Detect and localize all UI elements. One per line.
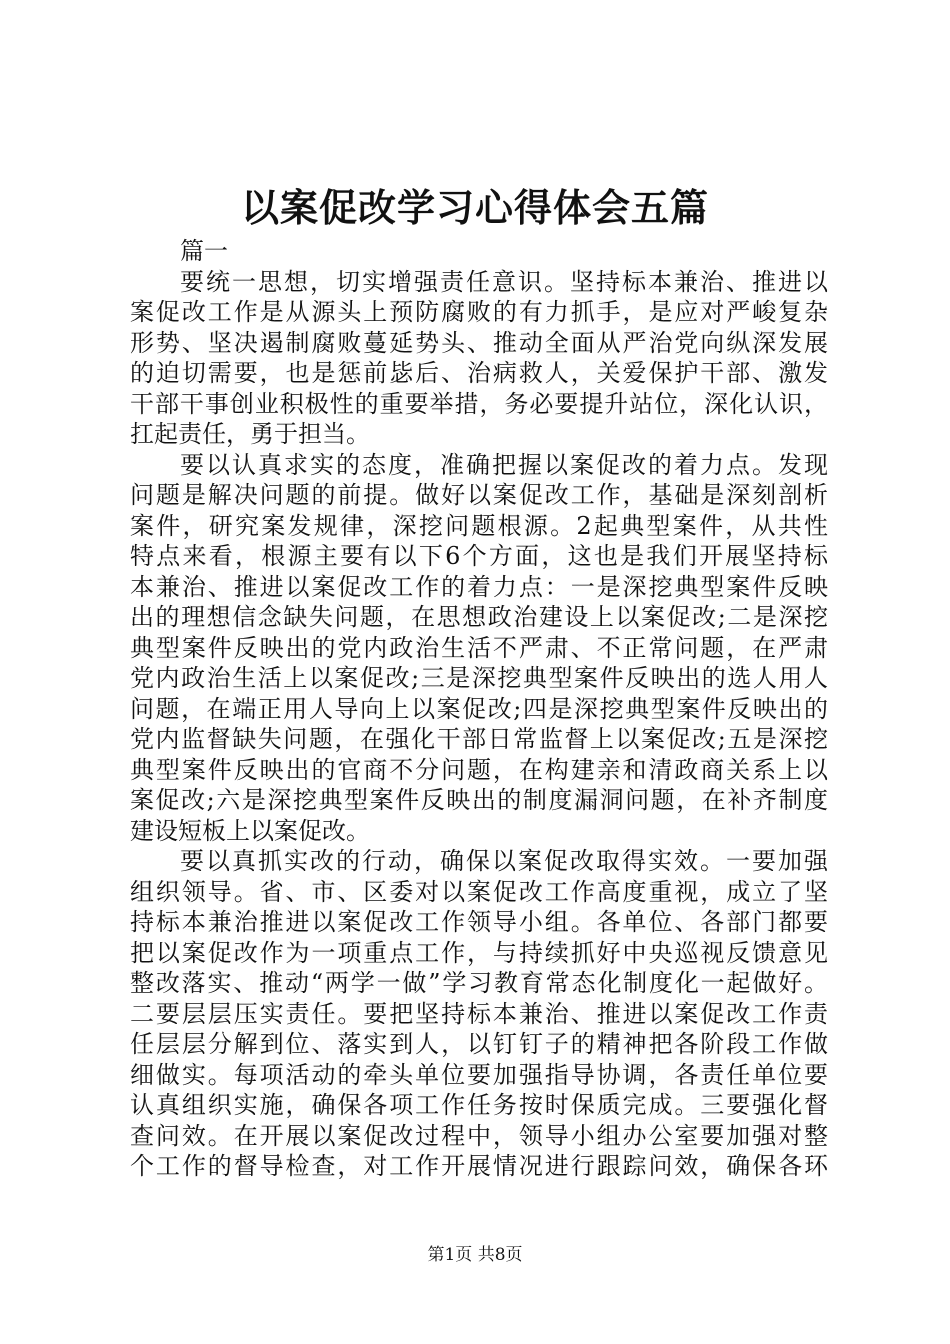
document-body [130, 236, 828, 1182]
text-line: 本兼治、推进以案促改工作的着力点：一是深挖典型案件反映 [130, 572, 828, 601]
text-line: 细做实。每项活动的牵头单位要加强指导协调，各责任单位要 [130, 1060, 828, 1089]
text-line: 任层层分解到位、落实到人，以钉钉子的精神把各阶段工作做 [130, 1030, 828, 1058]
section-label: 篇一 [180, 237, 228, 265]
text-line: 案促改工作是从源头上预防腐败的有力抓手，是应对严峻复杂 [130, 298, 828, 326]
text-line: 问题是解决问题的前提。做好以案促改工作，基础是深刻剖析 [130, 481, 828, 509]
text-line: 认真组织实施，确保各项工作任务按时保质完成。三要强化督 [130, 1091, 828, 1119]
text-line: 党内监督缺失问题，在强化干部日常监督上以案促改;五是深挖 [130, 725, 828, 753]
document-title: 以案促改学习心得体会五篇 [240, 185, 709, 230]
text-line: 建设短板上以案促改。 [130, 816, 370, 845]
text-line: 案件，研究案发规律，深挖问题根源。2起典型案件，从共性 [130, 511, 828, 540]
text-line: 查问效。在开展以案促改过程中，领导小组办公室要加强对整 [130, 1121, 828, 1150]
text-line: 二要层层压实责任。要把坚持标本兼治、推进以案促改工作责 [130, 999, 828, 1028]
text-line: 要以认真求实的态度，准确把握以案促改的着力点。发现 [180, 450, 828, 479]
text-line: 要以真抓实改的行动，确保以案促改取得实效。一要加强 [180, 847, 828, 875]
page-footer: 第1页 共8页 [427, 1245, 523, 1265]
text-line: 问题，在端正用人导向上以案促改;四是深挖典型案件反映出的 [130, 694, 828, 723]
text-line: 扛起责任，勇于担当。 [130, 420, 370, 448]
text-line: 的迫切需要，也是惩前毖后、治病救人，关爱保护干部、激发 [130, 359, 828, 387]
text-line: 组织领导。省、市、区委对以案促改工作高度重视，成立了坚 [130, 877, 828, 906]
paragraph-lines [130, 267, 828, 1182]
text-line: 特点来看，根源主要有以下6个方面，这也是我们开展坚持标 [130, 542, 828, 570]
text-line: 典型案件反映出的官商不分问题，在构建亲和清政商关系上以 [130, 755, 828, 784]
text-line: 要统一思想，切实增强责任意识。坚持标本兼治、推进以 [180, 267, 828, 296]
text-line: 案促改;六是深挖典型案件反映出的制度漏洞问题，在补齐制度 [130, 786, 828, 814]
text-line: 典型案件反映出的党内政治生活不严肃、不正常问题，在严肃 [130, 633, 828, 662]
text-line: 出的理想信念缺失问题，在思想政治建设上以案促改;二是深挖 [130, 603, 828, 631]
text-line: 把以案促改作为一项重点工作，与持续抓好中央巡视反馈意见 [130, 938, 828, 967]
text-line: 党内政治生活上以案促改;三是深挖典型案件反映出的选人用人 [130, 664, 828, 692]
text-line: 整改落实、推动“两学一做”学习教育常态化制度化一起做好。 [130, 969, 828, 997]
text-line: 形势、坚决遏制腐败蔓延势头、推动全面从严治党向纵深发展 [130, 328, 828, 357]
text-line: 个工作的督导检查，对工作开展情况进行跟踪问效，确保各环 [130, 1152, 828, 1180]
text-line: 持标本兼治推进以案促改工作领导小组。各单位、各部门都要 [130, 908, 828, 936]
text-line: 干部干事创业积极性的重要举措，务必要提升站位，深化认识， [130, 389, 828, 418]
